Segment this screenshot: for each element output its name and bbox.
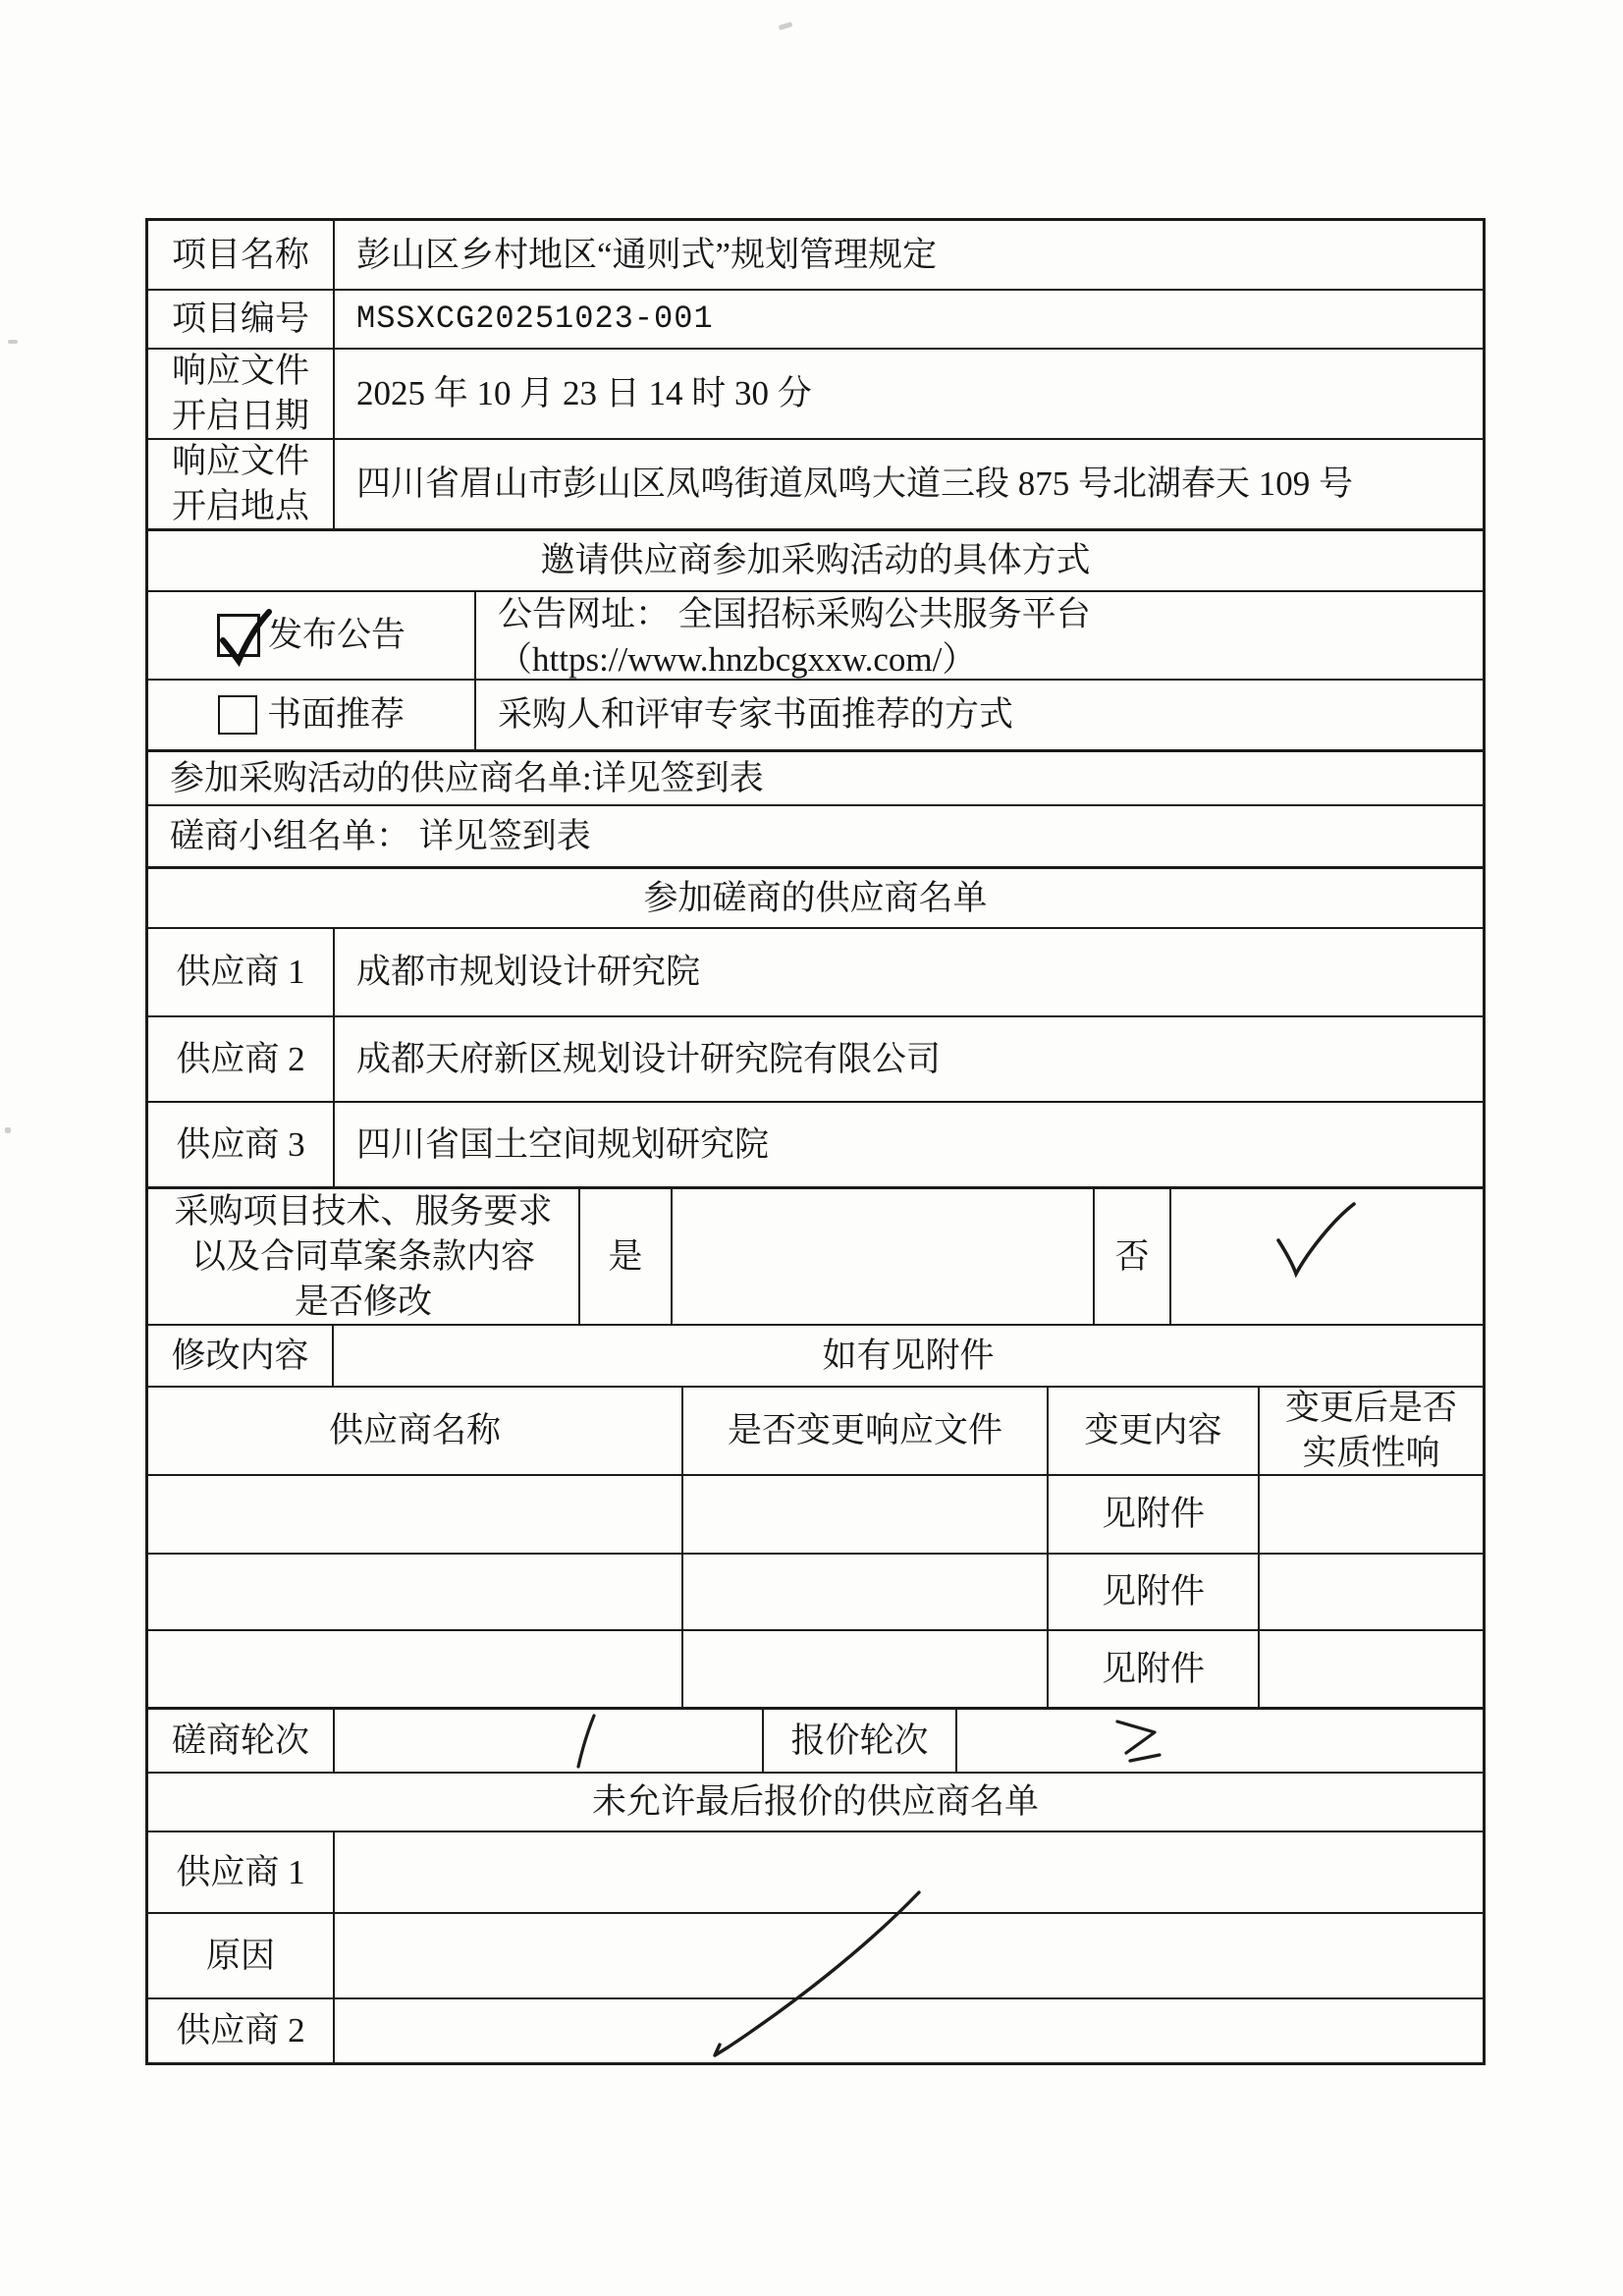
table-row bbox=[148, 1774, 1483, 1832]
not-allowed-row bbox=[148, 1914, 1483, 1999]
modify-question-label bbox=[148, 1189, 580, 1324]
written-recommend-value: 采购人和评审专家书面推荐的方式 bbox=[498, 695, 1014, 734]
change-row-changed-cell bbox=[683, 1555, 1049, 1629]
not-allowed-row bbox=[148, 1832, 1483, 1914]
project-name-label: 项目名称 bbox=[148, 221, 335, 289]
written-recommend-label: 书面推荐 bbox=[266, 695, 405, 734]
supplier-row bbox=[148, 1017, 1483, 1103]
supplier-row bbox=[148, 1103, 1483, 1189]
change-header-substantive bbox=[1260, 1388, 1483, 1474]
written-recommend-cell bbox=[148, 681, 476, 749]
change-table-row bbox=[148, 1476, 1483, 1555]
change-table-row bbox=[148, 1631, 1483, 1710]
change-row-supplier-cell bbox=[148, 1555, 683, 1629]
change-row-content-cell: 见附件 bbox=[1049, 1476, 1260, 1553]
not-allowed-supplier-2-value bbox=[335, 1999, 1483, 2062]
table-row bbox=[148, 592, 1483, 681]
open-date-value: 2025 年 10 月 23 日 14 时 30 分 bbox=[356, 374, 812, 412]
announcement-url-line: （https://www.hnzbcgxxw.com/） bbox=[498, 640, 977, 679]
publish-announcement-value bbox=[476, 592, 1483, 679]
not-allowed-supplier-2-label: 供应商 2 bbox=[148, 1999, 335, 2062]
attend-supplier-list: 参加采购活动的供应商名单:详见签到表 bbox=[170, 758, 764, 797]
open-place-value: 四川省眉山市彭山区凤鸣街道凤鸣大道三段 875 号北湖春天 109 号 bbox=[356, 465, 1354, 503]
change-row-changed-cell bbox=[683, 1476, 1049, 1553]
supplier-row bbox=[148, 929, 1483, 1017]
open-date-label bbox=[148, 350, 335, 438]
modify-yes-answer-cell bbox=[673, 1189, 1095, 1324]
negotiation-rounds-value-cell bbox=[335, 1710, 764, 1772]
modify-no-answer-cell bbox=[1171, 1189, 1483, 1324]
open-date-label-line2: 开启日期 bbox=[171, 397, 309, 435]
table-row bbox=[148, 440, 1483, 531]
open-place-label bbox=[148, 440, 335, 528]
table-row bbox=[148, 221, 1483, 291]
publish-announcement-checkbox bbox=[217, 614, 260, 657]
invite-method-header: 邀请供应商参加采购活动的具体方式 bbox=[540, 541, 1091, 579]
change-header-content: 变更内容 bbox=[1049, 1388, 1260, 1474]
change-table-row bbox=[148, 1555, 1483, 1631]
table-row bbox=[148, 291, 1483, 350]
scan-speck bbox=[779, 22, 793, 30]
table-row bbox=[148, 531, 1483, 592]
handwritten-check-icon bbox=[220, 617, 263, 660]
change-header-substantive-line1: 变更后是否 bbox=[1284, 1389, 1457, 1427]
negotiation-rounds-label: 磋商轮次 bbox=[148, 1710, 335, 1772]
modify-question-row bbox=[148, 1189, 1483, 1326]
modify-question-line2: 以及合同草案条款内容 bbox=[190, 1236, 535, 1276]
negotiation-panel-list: 磋商小组名单： 详见签到表 bbox=[170, 816, 591, 855]
modify-yes-label: 是 bbox=[580, 1189, 673, 1324]
supplier-3-label: 供应商 3 bbox=[148, 1103, 335, 1186]
change-header-supplier: 供应商名称 bbox=[148, 1388, 683, 1474]
quote-rounds-value-cell bbox=[957, 1710, 1483, 1772]
change-row-content-cell: 见附件 bbox=[1049, 1555, 1260, 1629]
modify-question-line3: 是否修改 bbox=[294, 1282, 432, 1321]
scan-speck bbox=[5, 1127, 11, 1133]
modify-no-label: 否 bbox=[1095, 1189, 1171, 1324]
modify-question-line1: 采购项目技术、服务要求 bbox=[174, 1191, 553, 1230]
change-row-substantive-cell bbox=[1260, 1555, 1483, 1629]
final-quote-header: 未允许最后报价的供应商名单 bbox=[591, 1782, 1039, 1821]
supplier-1-value: 成都市规划设计研究院 bbox=[356, 953, 701, 991]
announcement-site-line: 公告网址： 全国招标采购公共服务平台 bbox=[498, 595, 1091, 633]
scan-speck bbox=[8, 340, 18, 344]
table-row bbox=[148, 869, 1483, 929]
written-recommend-checkbox bbox=[218, 695, 257, 735]
modify-content-value: 如有见附件 bbox=[822, 1336, 995, 1375]
table-row bbox=[148, 752, 1483, 806]
change-row-substantive-cell bbox=[1260, 1476, 1483, 1553]
publish-announcement-cell bbox=[148, 592, 476, 679]
not-allowed-row bbox=[148, 1999, 1483, 2062]
change-row-supplier-cell bbox=[148, 1476, 683, 1553]
negotiation-supplier-header: 参加磋商的供应商名单 bbox=[643, 878, 988, 917]
supplier-1-label: 供应商 1 bbox=[148, 929, 335, 1015]
procurement-record-table bbox=[145, 218, 1486, 2065]
table-row bbox=[148, 681, 1483, 752]
not-allowed-reason-label: 原因 bbox=[148, 1914, 335, 1997]
not-allowed-supplier-1-value bbox=[335, 1832, 1483, 1912]
publish-announcement-label: 发布公告 bbox=[267, 616, 406, 654]
change-row-substantive-cell bbox=[1260, 1631, 1483, 1707]
not-allowed-reason-value bbox=[335, 1914, 1483, 1997]
project-number-value: MSSXCG20251023-001 bbox=[356, 301, 714, 337]
change-row-content-cell: 见附件 bbox=[1049, 1631, 1260, 1707]
change-header-substantive-line2: 实质性响 bbox=[1302, 1434, 1440, 1472]
table-row bbox=[148, 350, 1483, 440]
open-date-label-line1: 响应文件 bbox=[171, 352, 309, 390]
change-row-changed-cell bbox=[683, 1631, 1049, 1707]
modify-content-label: 修改内容 bbox=[148, 1326, 334, 1386]
supplier-2-value: 成都天府新区规划设计研究院有限公司 bbox=[356, 1039, 942, 1078]
change-row-supplier-cell bbox=[148, 1631, 683, 1707]
rounds-row bbox=[148, 1710, 1483, 1774]
project-number-label: 项目编号 bbox=[148, 291, 335, 348]
change-table-header-row bbox=[148, 1388, 1483, 1476]
change-header-changed: 是否变更响应文件 bbox=[683, 1388, 1049, 1474]
project-name-value: 彭山区乡村地区“通则式”规划管理规定 bbox=[356, 235, 938, 274]
quote-rounds-label: 报价轮次 bbox=[764, 1710, 957, 1772]
supplier-3-value: 四川省国土空间规划研究院 bbox=[356, 1124, 770, 1164]
open-place-label-line1: 响应文件 bbox=[171, 442, 309, 480]
open-place-label-line2: 开启地点 bbox=[171, 487, 309, 525]
table-row bbox=[148, 806, 1483, 869]
table-row bbox=[148, 1326, 1483, 1388]
supplier-2-label: 供应商 2 bbox=[148, 1017, 335, 1101]
not-allowed-supplier-1-label: 供应商 1 bbox=[148, 1832, 335, 1912]
